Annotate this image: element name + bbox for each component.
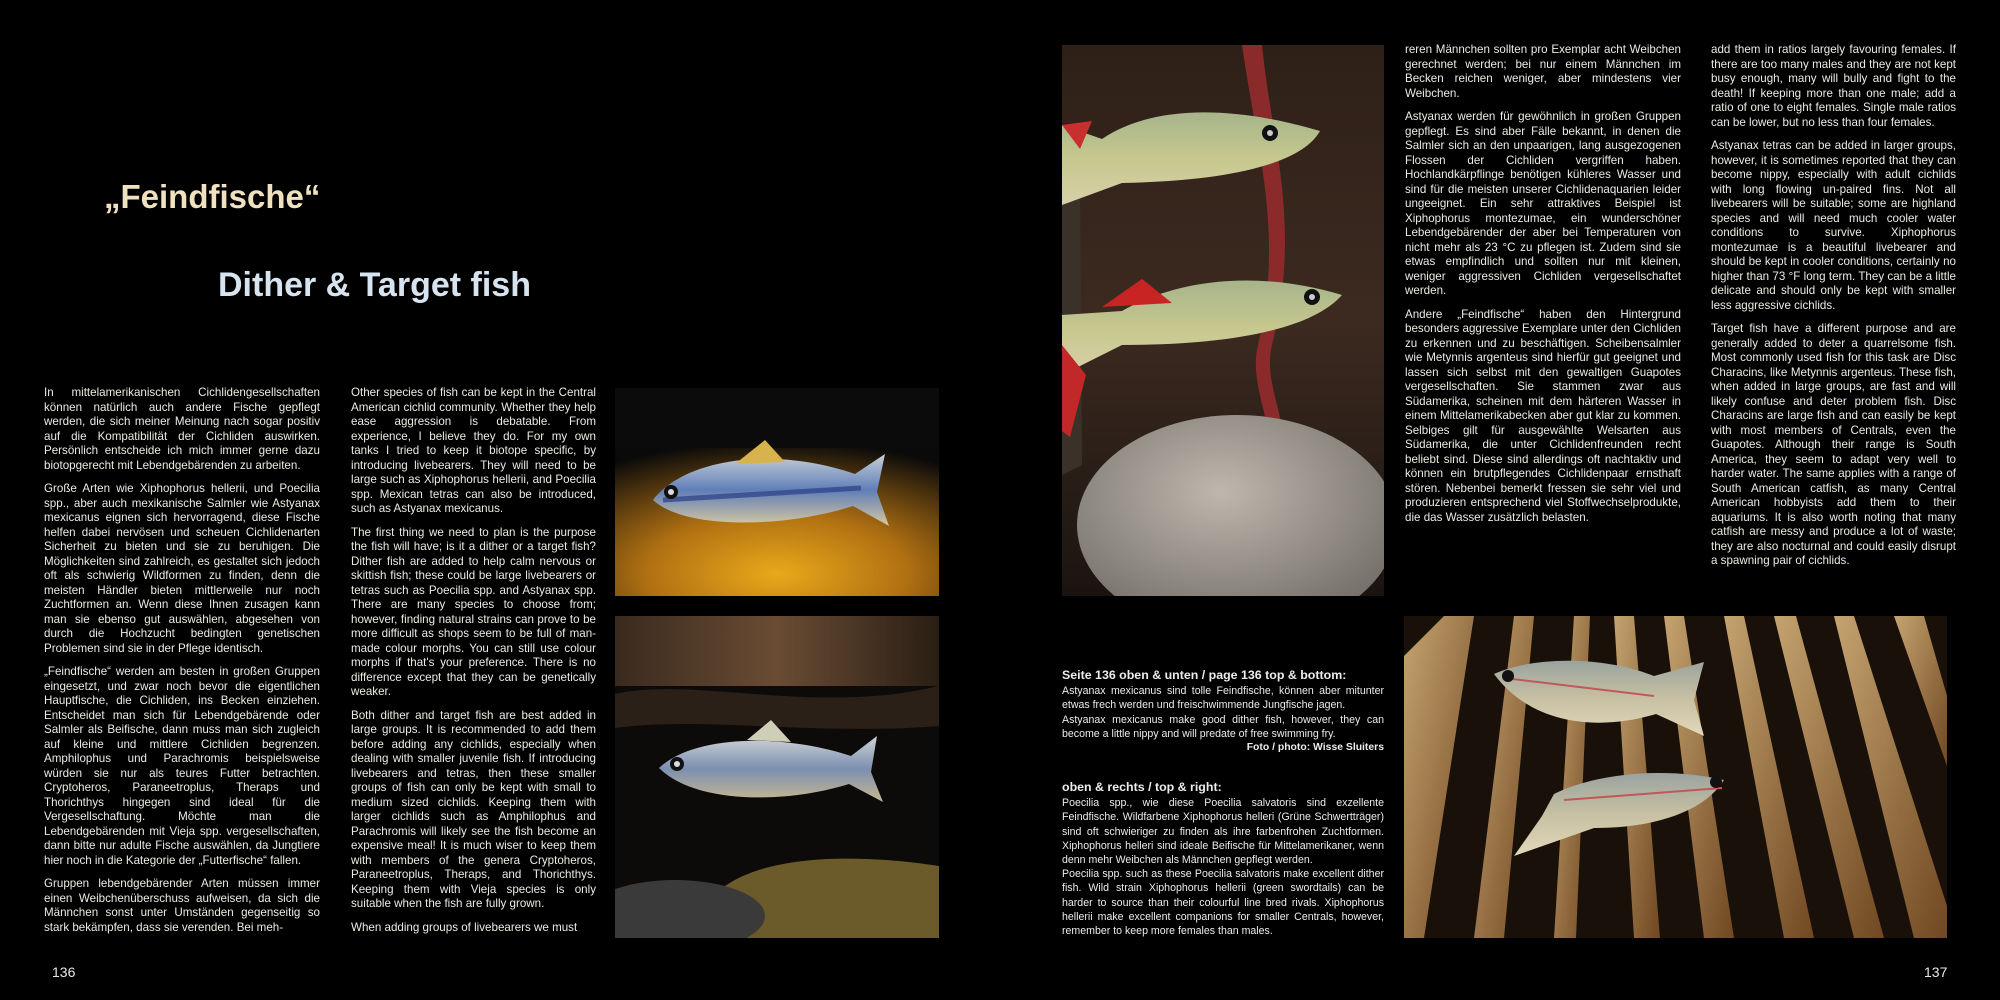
paragraph: add them in ratios largely favouring females. If there are too many males and they are not kept busy enough, many will bully and fight to the death! If keeping more than one male; add a ratio of one to eight females. Single male ratios can be lower, but no less than four females. bbox=[1711, 43, 1956, 129]
swordtails-and-stone-photo bbox=[1062, 45, 1384, 596]
paragraph: Other species of fish can be kept in the Central American cichlid community. Whether they help ease aggression is debatable. From experience, I believe they do. For my own tanks I tried to keep it biotope specific, by introducing livebearers. They will need to be large such as Xiphophorus hellerii, and Poecilia spp. Mexican tetras can also be introduced, such as Astyanax mexicanus. bbox=[351, 386, 596, 515]
page-number-right: 137 bbox=[1924, 964, 1948, 980]
tetra-on-wood-photo bbox=[615, 616, 939, 938]
text-column-german-left bbox=[44, 386, 320, 944]
caption-english: Astyanax mexicanus make good dither fish, however, they can become a little nippy and will predate of free swimming fry. bbox=[1062, 713, 1384, 740]
caption-top-right bbox=[1062, 780, 1384, 938]
text-column-english-right bbox=[1711, 43, 1956, 578]
swordtails-on-leaves-photo bbox=[1404, 616, 1947, 938]
caption-english: Poecilia spp. such as these Poecilia salvatoris make excellent dither fish. Wild strain Xiphophorus hellerii (green swordtails) can be harder to source than their colourful line bred rivals. Xiphophorus hellerii make excellent companions for smaller Centrals, however, remember to keep more females than males. bbox=[1062, 868, 1384, 938]
title-german: „Feindfische“ bbox=[104, 178, 321, 215]
text-column-german-right bbox=[1405, 43, 1681, 534]
photo-credit: Foto / photo: Wisse Sluiters bbox=[1246, 742, 1384, 754]
paragraph: Andere „Feindfische“ haben den Hintergrund besonders aggressive Exemplare unter den Cichliden zu erkennen und zu beschäftigen. Scheibensalmler wie Metynnis argenteus sind hierfür gut geeignet und lassen sich selbst mit den gewaltigen Guapotes vergesellschaften. Sie stammen zwar aus Südamerika, scheinen mit dem härteren Wasser in einem Mittelamerikabecken aber gut klar zu kommen. Selbiges gilt für ausgewählte Welsarten aus Südamerika, die unter Cichlidenfreunden recht beliebt sind. Diese sind allerdings oft nachtaktiv und können ein brutpflegendes Cichlidenpaar ernsthaft stören. Nebenbei bemerkt fressen sie sehr viel und produzieren entsprechend viel Stoffwechselprodukte, die das Wasser zusätzlich belasten. bbox=[1405, 307, 1681, 524]
title-english: Dither & Target fish bbox=[218, 266, 531, 304]
caption-german: Poecilia spp., wie diese Poecilia salvatoris sind exzellente Feindfische. Wildfarbene Xiphophorus helleri (Grüne Schwertträger) sind oft schwieriger zu finden als ihre farbenfrohen Zuchtformen. Xiphophorus helleri sind ideale Beifische für Mittelamerikaner, wenn denn mehr Weibchen als Männchen gepflegt werden. bbox=[1062, 797, 1384, 867]
text-column-english-left bbox=[351, 386, 596, 944]
paragraph: The first thing we need to plan is the purpose the fish will have; is it a dither or a target fish? Dither fish are added to help calm nervous or skittish fish; these could be large livebearers or tetras such as Poecilia spp. and Astyanax spp. There are many species to choose from; however, finding natural strains can prove to be more difficult as shops seem to be full of man-made colour morphs. You can still use colour morphs if that's your preference. There is no difference except that they can be genetically weaker. bbox=[351, 525, 596, 698]
paragraph: Große Arten wie Xiphophorus hellerii, und Poecilia spp., aber auch mexikanische Salmler wie Astyanax mexicanus eignen sich hervorragend, diese Fische helfen dabei nervösen und scheuen Cichlidenarten Sicherheit zu bieten und sie zu beruhigen. Die Möglichkeiten sind zahlreich, es gestaltet sich jedoch oft als schwierig Wildformen zu finden, denn die meisten Händler bieten mittlerweile nur noch Zuchtformen an. Wenn diese Ihnen zusagen kann man sie ebenso gut auswählen, abgesehen von durch die Hochzucht bedingten genetischen Problemen sind sie in der Pflege identisch. bbox=[44, 482, 320, 655]
paragraph: Astyanax tetras can be added in larger groups, however, it is sometimes reported that they can become nippy, especially with adult cichlids with long flowing un-paired fins. Not all livebearers will be suitable; some are highland species and will need much cooler water conditions to survive. Xiphophorus montezumae is a beautiful livebearer and should be kept in cooler conditions, certainly no higher than 73 °F long term. They can be a little delicate and should only be kept with smaller less aggressive cichlids. bbox=[1711, 139, 1956, 312]
paragraph: Target fish have a different purpose and are generally added to deter a quarrelsome fish. Most commonly used fish for this task are Disc Characins, like Metynnis argenteus. These fish, when added in large groups, are fast and will likely confuse and deter problem fish. Disc Characins are large fish and can easily be kept with most members of Centrals, even the Guapotes. Although their range is South America, they seem to adapt very well to harder water. The same applies with a range of South American catfish, as many Central American hobbyists add them to their aquariums. It is also worth noting that many catfish are messy and produce a lot of waste; they are also nocturnal and could easily disrupt a spawning pair of cichlids. bbox=[1711, 322, 1956, 567]
paragraph: Astyanax werden für gewöhnlich in großen Gruppen gepflegt. Es sind aber Fälle bekannt, in denen die Salmler sich an den unpaarigen, lang ausgezogenen Flossen der Cichliden vergriffen haben. Hochlandkärpflinge benötigen kühleres Wasser und sind für die meisten unserer Cichlidenaquarien leider ungeeignet. Ein sehr attraktives Beispiel ist Xiphophorus montezumae, ein wunderschöner Lebendgebärender der aber bei Temperaturen von nicht mehr als 23 °C zu pflegen ist. Zudem sind sie etwas empfindlich und sollten nur mit kleinen, weniger aggressiven Cichliden vergesellschaftet werden. bbox=[1405, 110, 1681, 297]
paragraph: Both dither and target fish are best added in large groups. It is recommended to add them before adding any cichlids, especially when dealing with smaller juvenile fish. If introducing livebearers and tetras, then these smaller groups of fish can only be kept with small to medium sized cichlids. Keeping them with larger cichlids such as Amphilophus and Parachromis will likely see the fish become an expensive meal! It is much wiser to keep them with members of the genera Cryptoheros, Paraneetroplus, Theraps, and Thorichthys. Keeping them with Vieja species is only suitable when the fish are fully grown. bbox=[351, 708, 596, 910]
page-number-left: 136 bbox=[52, 964, 76, 980]
caption-heading: oben & rechts / top & right: bbox=[1062, 780, 1222, 794]
tetra-on-yellow-photo bbox=[615, 388, 939, 596]
paragraph: reren Männchen sollten pro Exemplar acht Weibchen gerechnet werden; bei nur einem Männchen im Becken reichen weniger, aber mindestens vier Weibchen. bbox=[1405, 43, 1681, 100]
caption-page-136 bbox=[1062, 668, 1384, 755]
caption-heading: Seite 136 oben & unten / page 136 top & bottom: bbox=[1062, 668, 1347, 682]
paragraph: When adding groups of livebearers we must bbox=[351, 920, 578, 934]
paragraph: Gruppen lebendgebärender Arten müssen immer einen Weibchenüberschuss aufweisen, da sich die Männchen sonst unter Umständen gegenseitig so stark bekämpfen, dass sie verenden. Bei meh- bbox=[44, 877, 320, 934]
paragraph: In mittelamerikanischen Cichlidengesellschaften können natürlich auch andere Fische gepflegt werden, die sich meiner Meinung nach sogar positiv auf die Kompatibilität der Cichliden auswirken. Persönlich entscheide ich mich immer gerne dazu biotopgerecht mit Lebendgebärenden zu arbeiten. bbox=[44, 386, 320, 472]
paragraph: „Feindfische“ werden am besten in großen Gruppen eingesetzt, und zwar noch bevor die eigentlichen Hauptfische, die Cichliden, ins Becken einziehen. Entscheidet man sich für Lebendgebärende oder Salmler als Beifische, dann muss man sich zugleich auf kleine und mittlere Cichliden begrenzen. Amphilophus und Parachromis beispielsweise würden sie nur als teures Futter betrachten. Cryptoheros, Paraneetroplus, Theraps und Thorichthys hingegen sind ideal für die Vergesellschaftung. Möchte man die Lebendgebärenden mit Vieja spp. vergesellschaften, dann bitte nur adulte Fische auswählen, da Jungtiere hier noch in die Kategorie der „Futterfische“ fallen. bbox=[44, 665, 320, 867]
caption-german: Astyanax mexicanus sind tolle Feindfische, können aber mitunter etwas frech werden und freischwimmende Jungfische jagen. bbox=[1062, 685, 1384, 712]
